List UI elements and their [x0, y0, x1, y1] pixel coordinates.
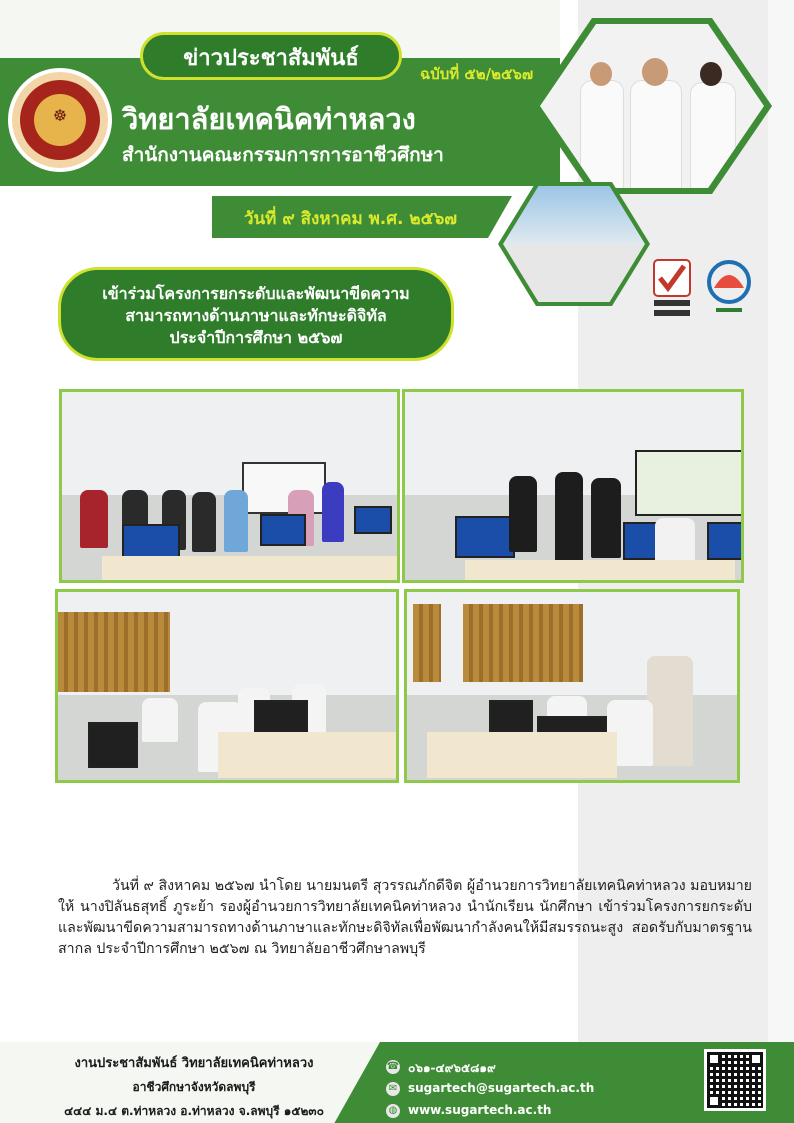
vocational-logo-icon — [650, 258, 696, 324]
office-name: สำนักงานคณะกรรมการการอาชีวศึกษา — [122, 144, 444, 166]
headline-line: สามารถทางด้านภาษาและทักษะดิจิทัล — [125, 306, 387, 325]
classroom-photo-2 — [402, 389, 744, 583]
headline-line: เข้าร่วมโครงการยกระดับและพัฒนาขีดความ — [102, 284, 410, 303]
classroom-photo-4 — [404, 589, 740, 783]
college-seal-icon: ☸ — [8, 68, 112, 172]
footer-email[interactable]: sugartech@sugartech.ac.th — [408, 1081, 595, 1095]
college-name: วิทยาลัยเทคนิคท่าหลวง — [122, 102, 416, 136]
qr-code-icon[interactable] — [704, 1049, 766, 1111]
publish-date: วันที่ ๙ สิงหาคม พ.ศ. ๒๕๖๗ — [244, 209, 458, 229]
footer-website[interactable]: www.sugartech.ac.th — [408, 1103, 552, 1117]
news-paragraph: วันที่ ๙ สิงหาคม ๒๕๖๗ นำโดย นายมนตรี สุวรรณภักดีจิต ผู้อำนวยการวิทยาลัยเทคนิคท่าหลวง มอบหมายให้ นางปิลันธสุทธิ์ ภูระย้า รองผู้อำนวยการวิทยาลัยเทคนิคท่าหลวง นำนักเรียน นักศึกษา เข้าร่วมโครงการยกระดับและพัฒนาขีดความสามารถทางด้านภาษาและทักษะดิจิทัลเพื่อพัฒนากำลังคนให้มีสมรรถนะสูง สอดรับกับมาตรฐานสากล ประจำปีการศึกษา ๒๕๖๗ ณ วิทยาลัยอาชีวศึกษาลพบุรี — [58, 878, 752, 957]
footer-province: อาชีวศึกษาจังหวัดลพบุรี — [132, 1080, 256, 1094]
footer-address: ๔๔๔ ม.๔ ต.ท่าหลวง อ.ท่าหลวง จ.ลพบุรี ๑๕๒๓๐ — [64, 1104, 324, 1118]
issue-number: ฉบับที่ ๕๒/๒๕๖๗ — [420, 65, 534, 83]
section-title: ข่าวประชาสัมพันธ์ — [140, 32, 402, 80]
headline-line: ประจำปีการศึกษา ๒๕๖๗ — [169, 328, 343, 347]
background-edge — [768, 0, 794, 1123]
globe-icon: ◍ — [386, 1104, 400, 1118]
provincial-logo-icon — [706, 258, 752, 322]
classroom-photo-3 — [55, 589, 399, 783]
footer-phone[interactable]: ๐๖๑-๔๙๖๕๘๑๙ — [408, 1061, 496, 1075]
classroom-photo-1 — [59, 389, 400, 583]
email-icon: ✉ — [386, 1082, 400, 1096]
headline-box — [58, 267, 454, 361]
phone-icon: ☎ — [386, 1061, 400, 1072]
footer-org-name: งานประชาสัมพันธ์ วิทยาลัยเทคนิคท่าหลวง — [74, 1056, 314, 1071]
